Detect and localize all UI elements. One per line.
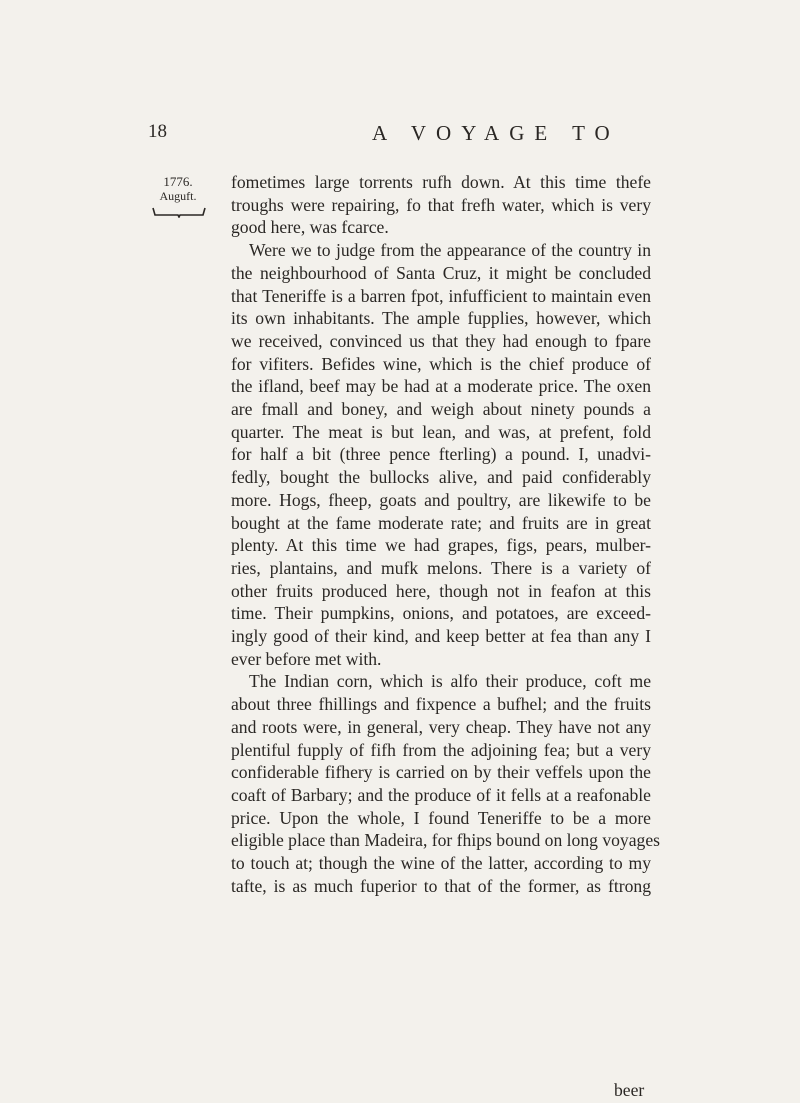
margin-month: Auguft. [159,189,197,203]
text-line: plentiful fupply of fifh from the adjoining fea; but a very [231,739,651,760]
text-line: fedly, bought the bullocks alive, and paid confiderably [231,467,651,488]
text-line: that Teneriffe is a barren fpot, infufficient to maintain even [231,285,651,306]
text-line: other fruits produced here, though not in feafon at this [231,580,651,601]
text-line: confiderable fifhery is carried on by their veffels upon the [231,762,651,783]
text-line: the ifland, beef may be had at a moderate price. The oxen [231,376,651,397]
text-line: ingly good of their kind, and keep better at fea than any I [231,626,651,647]
text-line: to touch at; though the wine of the latter, according to my [231,853,651,874]
margin-note [148,174,208,223]
text-line: about three fhillings and fixpence a bufhel; and the fruits [231,694,651,715]
text-line: good here, was fcarce. [231,217,389,238]
catchword: beer [614,1080,645,1100]
text-line: we received, convinced us that they had enough to fpare [231,330,651,351]
text-line: plenty. At this time we had grapes, figs, pears, mulber- [231,535,651,556]
text-line: quarter. The meat is but lean, and was, at prefent, fold [231,421,651,442]
text-line: ever before met with. [231,648,382,669]
text-line: fometimes large torrents rufh down. At this time thefe [231,172,651,192]
text-line: the neighbourhood of Santa Cruz, it might be concluded [231,262,651,283]
text-line: troughs were repairing, fo that frefh water, which is very [231,194,651,215]
text-line: eligible place than Madeira, for fhips bound on long voyages [231,830,660,851]
text-line: are fmall and boney, and weigh about ninety pounds a [231,399,651,420]
text-line: Were we to judge from the appearance of the country in [249,240,651,261]
running-head: A VOYAGE TO [372,121,620,145]
text-line: time. Their pumpkins, onions, and potatoes, are exceed- [231,603,651,624]
text-line: its own inhabitants. The ample fupplies, however, which [231,308,651,329]
text-line: bought at the fame moderate rate; and fruits are in great [231,512,651,533]
body-text [231,171,660,898]
page-number: 18 [148,121,167,142]
text-line: ries, plantains, and mufk melons. There is a variety of [231,557,651,578]
text-line: coaft of Barbary; and the produce of it fells at a reafonable [231,784,651,805]
text-line: price. Upon the whole, I found Teneriffe to be a more [231,807,651,828]
text-line: The Indian corn, which is alfo their produce, coft me [249,671,651,692]
margin-brace-icon [148,205,208,223]
text-line: and roots were, in general, very cheap. They have not any [231,716,651,737]
text-line: for half a bit (three pence fterling) a pound. I, unadvi- [231,444,651,465]
text-line: more. Hogs, fheep, goats and poultry, are likewife to be [231,489,651,510]
text-line: tafte, is as much fuperior to that of the former, as ftrong [231,875,651,896]
margin-year: 1776. [163,174,193,189]
text-line: for vifiters. Befides wine, which is the chief produce of [231,353,651,374]
